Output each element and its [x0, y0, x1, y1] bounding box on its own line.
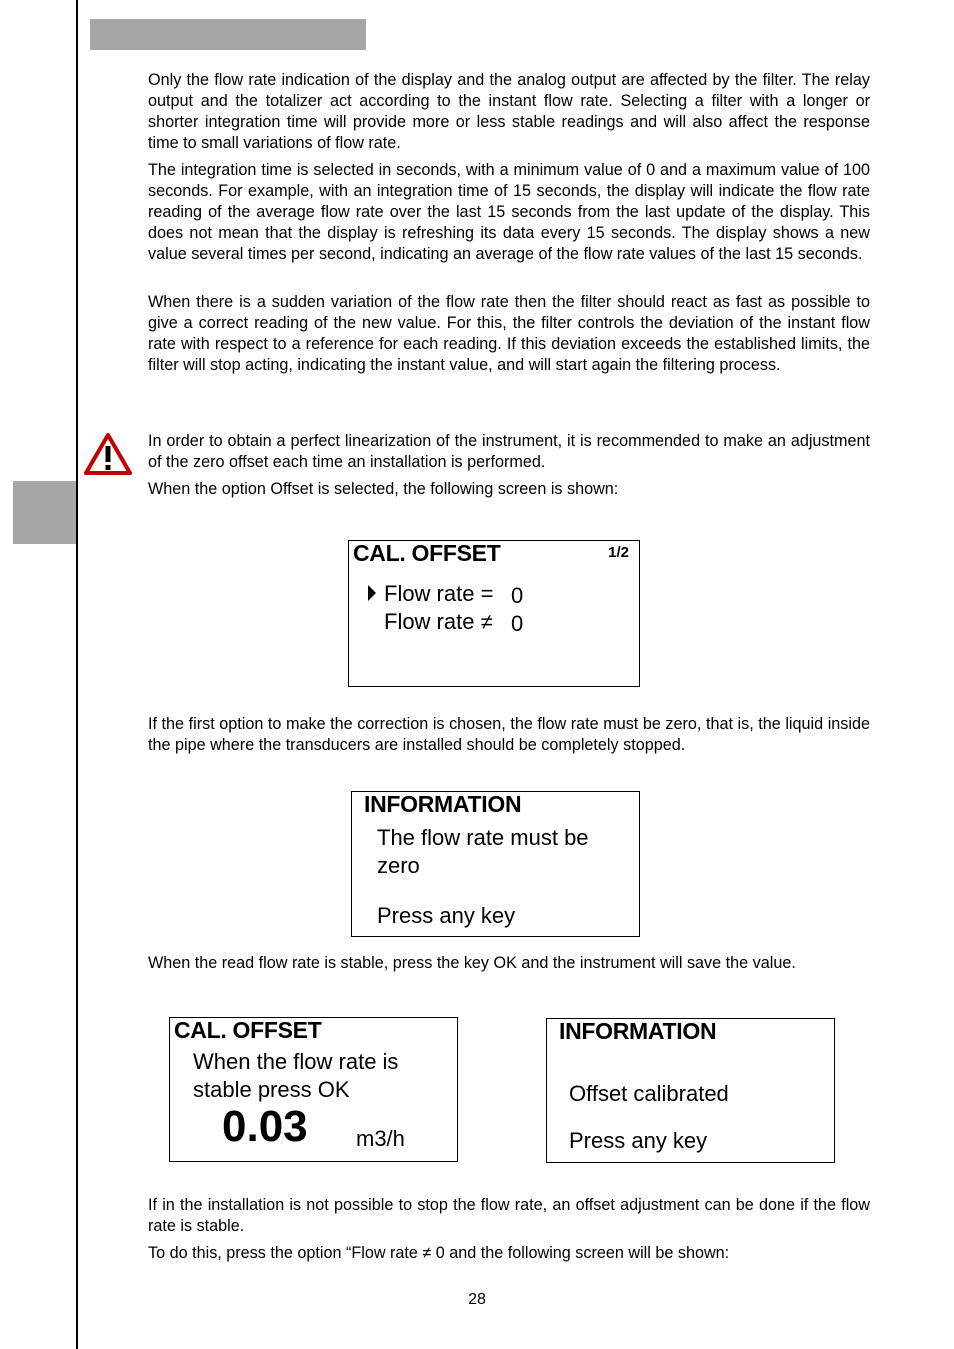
flow-rate-unit: m3/h	[356, 1126, 405, 1151]
left-margin-line	[76, 0, 78, 1349]
paragraph-first-option: If the first option to make the correction is chosen, the flow rate must be zero, that is, the liquid inside the pipe where the transducers are installed should be completely stopped.	[148, 715, 870, 754]
paragraph-stable-flow: If in the installation is not possible to stop the flow rate, an offset adjustment can be done if the flow rate is stable.	[148, 1196, 870, 1235]
paragraph-filter-effect: Only the flow rate indication of the display and the analog output are affected by the filter. The relay output and the totalizer act according to the instant flow rate. Selecting a filter with a longer or shorter integration time will provide more or less stable readings and will also affect the response time to small variations of flow rate.	[148, 71, 870, 152]
option-flow-rate-zero[interactable]: Flow rate =	[384, 581, 494, 606]
lcd-line-2: zero	[377, 853, 420, 878]
lcd-title: CAL. OFFSET	[353, 540, 501, 566]
header-bar	[90, 19, 366, 50]
option-flow-rate-zero-value: 0	[511, 583, 524, 608]
page-number: 28	[468, 1291, 486, 1308]
paragraph-integration-time: The integration time is selected in seconds, with a minimum value of 0 and a maximum value of 100 seconds. For example, with an integration time of 15 seconds, the display will indicate the flow rate reading of the average flow rate over the last 15 seconds from the last update of the display. This does not mean that the display is refreshing its data every 15 seconds. The display shows a new value several times per second, indicating an average of the flow rate values of the last 15 seconds.	[148, 161, 870, 263]
triangle-right-icon	[367, 584, 377, 607]
lcd-page-indicator: 1/2	[608, 544, 629, 561]
lcd-screen-information-zero	[351, 791, 640, 937]
lcd-press-any-key: Press any key	[377, 903, 516, 928]
lcd-title: INFORMATION	[559, 1018, 717, 1044]
lcd-screen-cal-offset-value	[169, 1017, 458, 1162]
paragraph-sudden-variation: When there is a sudden variation of the flow rate then the filter should react as fast as possible to give a correct reading of the new value. For this, the filter controls the deviation of the instant flow rate with respect to a reference for each reading. If this deviation exceeds the established limits, the filter will stop acting, indicating the instant value, and will start again the filtering process.	[148, 293, 870, 374]
warning-triangle-icon	[84, 432, 132, 476]
lcd-line-2: stable press OK	[193, 1077, 350, 1102]
lcd-line-1: The flow rate must be	[377, 825, 589, 850]
paragraph-nonzero-option: To do this, press the option “Flow rate ≠ 0 and the following screen will be shown:	[148, 1244, 730, 1262]
option-flow-rate-nonzero-value: 0	[511, 611, 524, 636]
option-flow-rate-nonzero[interactable]: Flow rate ≠	[384, 609, 493, 634]
lcd-line-1: When the flow rate is	[193, 1049, 399, 1074]
paragraph-offset-selected: When the option Offset is selected, the following screen is shown:	[148, 480, 619, 498]
flow-rate-value: 0.03	[222, 1102, 308, 1151]
lcd-title: INFORMATION	[364, 791, 522, 817]
paragraph-linearization: In order to obtain a perfect linearization of the instrument, it is recommended to make an adjustment of the zero offset each time an installation is performed.	[148, 432, 870, 471]
lcd-screen-offset-calibrated	[546, 1018, 835, 1163]
side-tab	[13, 481, 76, 544]
lcd-screen-cal-offset-menu	[348, 540, 640, 687]
lcd-title: CAL. OFFSET	[174, 1017, 322, 1043]
paragraph-press-ok: When the read flow rate is stable, press the key OK and the instrument will save the value.	[148, 954, 796, 972]
lcd-line-1: Offset calibrated	[569, 1081, 729, 1106]
lcd-press-any-key: Press any key	[569, 1128, 708, 1153]
